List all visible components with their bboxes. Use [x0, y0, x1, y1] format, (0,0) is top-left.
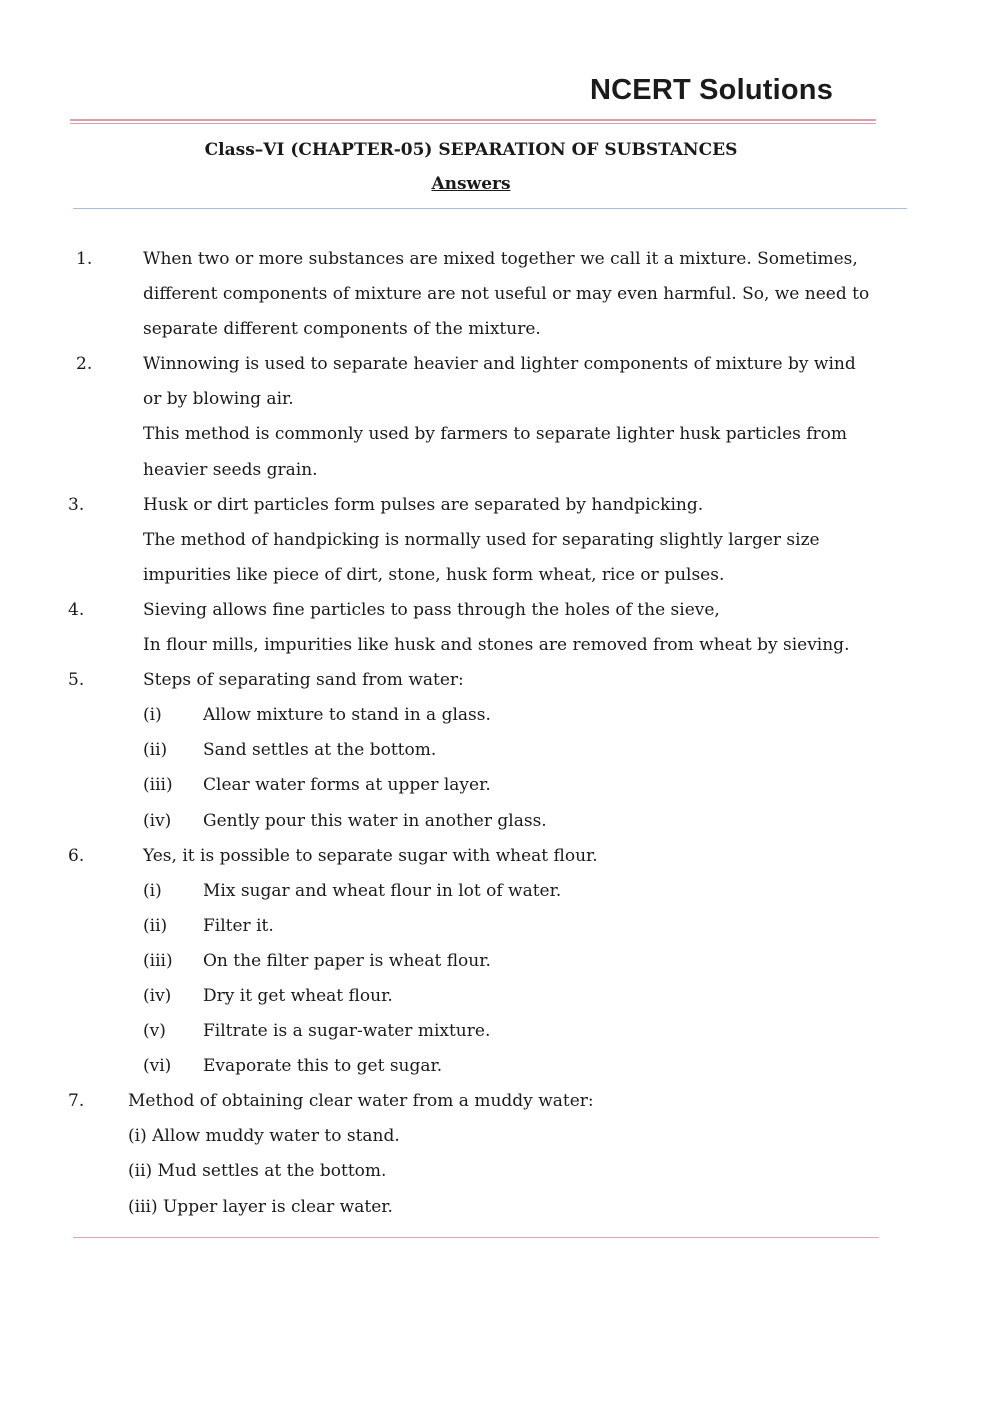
step-item — [143, 944, 878, 979]
answer-number: 3. — [68, 494, 85, 515]
step-text: Dry it get wheat flour. — [203, 985, 393, 1006]
step-label: (v) — [143, 1021, 166, 1042]
answer-number: 6. — [68, 845, 85, 866]
answer-text: Husk or dirt particles form pulses are separated by handpicking. — [143, 494, 704, 515]
step-text: Clear water forms at upper layer. — [203, 775, 491, 796]
step-line: (iii) Upper layer is clear water. — [128, 1196, 393, 1217]
footer-divider — [73, 1237, 879, 1238]
page-subtitle: Answers — [431, 174, 511, 194]
answer-3 — [0, 488, 991, 593]
answer-number: 5. — [68, 670, 85, 691]
step-item — [143, 698, 878, 733]
answer-2 — [0, 347, 991, 487]
step-line: (ii) Mud settles at the bottom. — [128, 1161, 387, 1182]
answer-intro: Yes, it is possible to separate sugar with wheat flour. — [143, 845, 598, 866]
step-label: (iv) — [143, 985, 172, 1006]
answer-number: 1. — [76, 249, 93, 269]
page-title: Class–VI (CHAPTER-05) SEPARATION OF SUBSTANCES — [204, 140, 738, 160]
answer-4 — [0, 593, 991, 663]
brand-title: NCERT Solutions — [590, 74, 834, 106]
answer-text: The method of handpicking is normally used for separating slightly larger size impurities like piece of dirt, stone, husk form wheat, rice or pulses. — [143, 529, 820, 585]
answer-1 — [0, 242, 991, 347]
step-label: (iii) — [143, 775, 173, 796]
step-text: Evaporate this to get sugar. — [203, 1056, 443, 1077]
step-item — [143, 804, 878, 839]
answers-list — [0, 242, 991, 1225]
answer-intro: Steps of separating sand from water: — [143, 670, 464, 691]
step-text: Gently pour this water in another glass. — [203, 810, 547, 831]
step-text: On the filter paper is wheat flour. — [203, 950, 491, 971]
step-text: Allow mixture to stand in a glass. — [203, 705, 491, 726]
answer-intro: Method of obtaining clear water from a muddy water: — [128, 1091, 594, 1112]
answer-text: Sieving allows fine particles to pass through the holes of the sieve, — [143, 599, 720, 620]
answer-number: 4. — [68, 599, 85, 620]
step-text: Filtrate is a sugar-water mixture. — [203, 1021, 491, 1042]
step-label: (ii) — [143, 740, 168, 761]
step-label: (i) — [143, 880, 162, 901]
step-item — [143, 768, 878, 803]
step-label: (i) — [143, 705, 162, 726]
answer-7 — [0, 1084, 991, 1224]
step-item — [143, 1014, 878, 1049]
step-line: (i) Allow muddy water to stand. — [128, 1126, 400, 1147]
step-text: Mix sugar and wheat flour in lot of water. — [203, 880, 562, 901]
answer-5 — [0, 663, 991, 838]
header-divider — [70, 119, 876, 124]
step-text: Sand settles at the bottom. — [203, 740, 437, 761]
answer-6 — [0, 839, 991, 1085]
step-text: Filter it. — [203, 915, 274, 936]
step-item — [143, 979, 878, 1014]
answer-text: Winnowing is used to separate heavier and lighter components of mixture by wind or by blowing air. — [143, 354, 856, 410]
step-label: (iv) — [143, 810, 172, 831]
title-divider — [73, 208, 907, 209]
step-label: (iii) — [143, 950, 173, 971]
step-item — [143, 1049, 878, 1084]
step-item — [143, 874, 878, 909]
step-item — [143, 909, 878, 944]
step-label: (vi) — [143, 1056, 172, 1077]
answer-number: 7. — [68, 1091, 85, 1112]
answer-text: When two or more substances are mixed together we call it a mixture. Sometimes, different components of mixture are not useful or may even harmful. So, we need to separate different components of the mixture. — [143, 249, 870, 340]
answer-number: 2. — [76, 354, 93, 375]
step-label: (ii) — [143, 915, 168, 936]
step-item — [143, 733, 878, 768]
answer-text: In flour mills, impurities like husk and stones are removed from wheat by sieving. — [143, 635, 850, 656]
answer-text: This method is commonly used by farmers to separate lighter husk particles from heavier seeds grain. — [143, 424, 848, 480]
